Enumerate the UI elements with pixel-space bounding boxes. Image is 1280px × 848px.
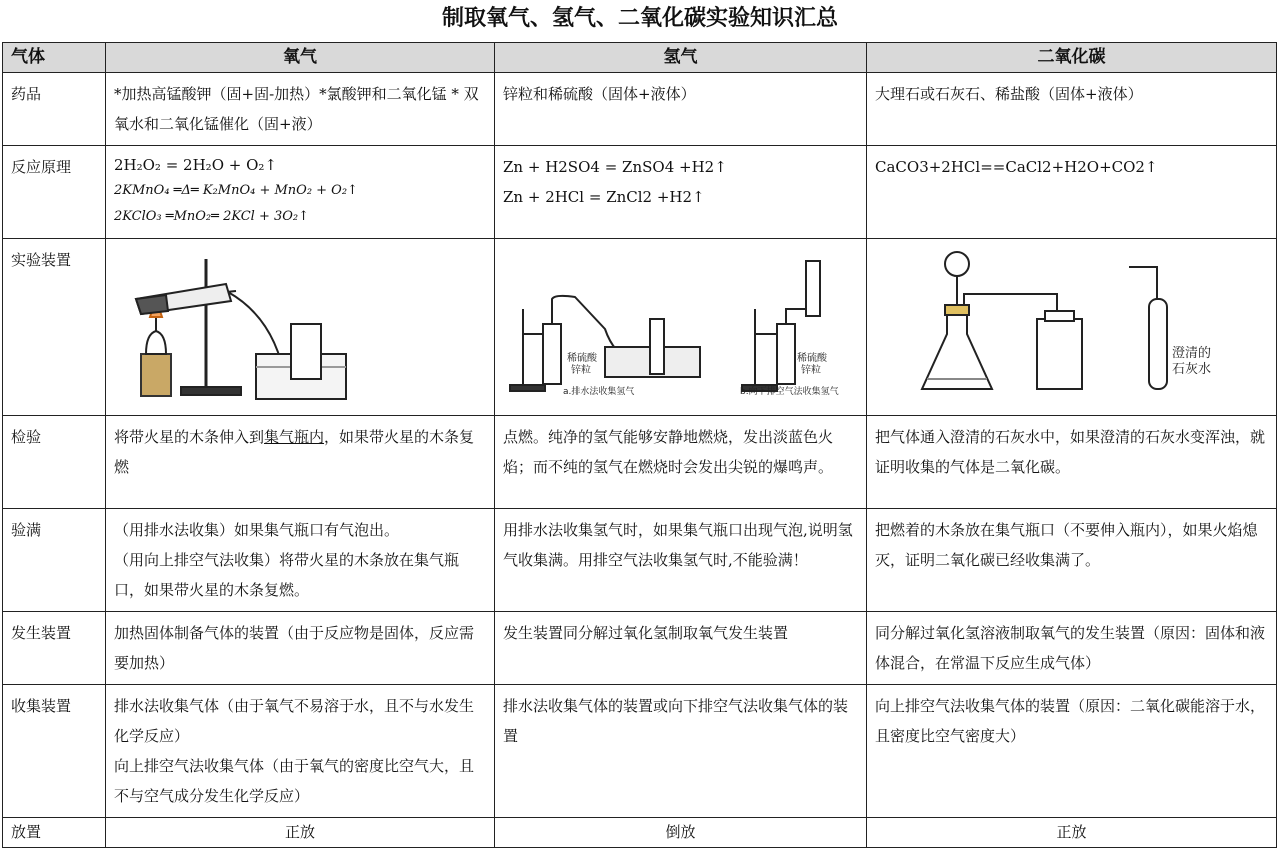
- h2-placement: 倒放: [495, 818, 867, 848]
- co2-equation-1: CaCO3+2HCl==CaCl2+H2O+CO2↑: [875, 158, 1158, 176]
- co2-reagents: 大理石或石灰石、稀盐酸（固体+液体）: [867, 73, 1277, 146]
- o2-collector-line-1: 排水法收集气体（由于氧气不易溶于水，且不与水发生化学反应）: [114, 697, 475, 745]
- o2-full-line-1: （用排水法收集）如果集气瓶口有气泡出。: [114, 521, 400, 539]
- co2-full: 把燃着的木条放在集气瓶口（不要伸入瓶内），如果火焰熄灭，证明二氧化碳已经收集满了。: [867, 509, 1277, 612]
- h2-equation-2: Zn + 2HCl = ZnCl2 +H2↑: [503, 188, 705, 206]
- co2-generator: 同分解过氧化氢溶液制取氧气的发生装置（原因：固体和液体混合，在常温下反应生成气体）: [867, 612, 1277, 685]
- header-hydrogen: 氢气: [495, 43, 867, 73]
- h2-tag-acid-b: 稀硫酸: [797, 353, 827, 364]
- h2-test: 点燃。纯净的氢气能够安静地燃烧，发出淡蓝色火焰；而不纯的氢气在燃烧时会发出尖锐的爆鸣声。: [495, 416, 867, 509]
- h2-tag-zinc-b: 锌粒: [801, 365, 821, 376]
- h2-tag-zinc-a: 锌粒: [571, 365, 591, 376]
- o2-placement: 正放: [106, 818, 495, 848]
- o2-full-line-2: （用向上排空气法收集）将带火星的木条放在集气瓶口，如果带火星的木条复燃。: [114, 551, 460, 599]
- co2-collector: 向上排空气法收集气体的装置（原因：二氧化碳能溶于水，且密度比空气密度大）: [867, 685, 1277, 818]
- row-apparatus: [3, 239, 1277, 416]
- o2-full: [106, 509, 495, 612]
- label-test: 检验: [3, 416, 106, 509]
- co2-apparatus: [867, 239, 1277, 416]
- h2-full: 用排水法收集氢气时，如果集气瓶口出现气泡,说明氢气收集满。用排空气法收集氢气时,不能验满！: [495, 509, 867, 612]
- o2-collector: [106, 685, 495, 818]
- header-oxygen: 氧气: [106, 43, 495, 73]
- o2-test: [106, 416, 495, 509]
- row-generator: [3, 612, 1277, 685]
- h2-apparatus-diagram: [495, 239, 865, 405]
- header-row: [3, 43, 1277, 73]
- co2-tag-clear: 澄清的: [1172, 346, 1212, 361]
- o2-test-underlined: 集气瓶内: [264, 428, 325, 446]
- label-apparatus: 实验装置: [3, 239, 106, 416]
- label-placement: 放置: [3, 818, 106, 848]
- row-principle: [3, 146, 1277, 239]
- co2-apparatus-diagram: [867, 239, 1275, 405]
- o2-equation-3: 2KClO₃ ═MnO₂═ 2KCl + 3O₂↑: [114, 209, 310, 224]
- label-generator: 发生装置: [3, 612, 106, 685]
- h2-equation-1: Zn + H2SO4 = ZnSO4 +H2↑: [503, 158, 727, 176]
- h2-generator: 发生装置同分解过氧化氢制取氧气发生装置: [495, 612, 867, 685]
- o2-equation-2: 2KMnO₄ ═Δ═ K₂MnO₄ + MnO₂ + O₂↑: [114, 183, 358, 198]
- page-title: 制取氧气、氢气、二氧化碳实验知识汇总: [441, 6, 838, 31]
- h2-reagents: 锌粒和稀硫酸（固体+液体）: [495, 73, 867, 146]
- o2-generator: 加热固体制备气体的装置（由于反应物是固体，反应需要加热）: [106, 612, 495, 685]
- co2-principle: [867, 146, 1277, 239]
- o2-equation-1: 2H₂O₂ = 2H₂O + O₂↑: [114, 156, 277, 174]
- o2-apparatus: [106, 239, 495, 416]
- summary-table: [2, 42, 1277, 848]
- row-reagents: [3, 73, 1277, 146]
- row-collector: [3, 685, 1277, 818]
- label-principle: 反应原理: [3, 146, 106, 239]
- o2-test-post: ，如果带火星的木条复燃: [114, 428, 475, 476]
- o2-test-pre: 将带火星的木条伸入到: [114, 428, 265, 446]
- o2-principle: [106, 146, 495, 239]
- o2-reagents: *加热高锰酸钾（固+固-加热）*氯酸钾和二氧化锰 * 双氧水和二氧化锰催化（固+液）: [106, 73, 495, 146]
- row-test: [3, 416, 1277, 509]
- co2-test: 把气体通入澄清的石灰水中，如果澄清的石灰水变浑浊，就证明收集的气体是二氧化碳。: [867, 416, 1277, 509]
- label-reagents: 药品: [3, 73, 106, 146]
- row-placement: [3, 818, 1277, 848]
- h2-principle: [495, 146, 867, 239]
- label-collector: 收集装置: [3, 685, 106, 818]
- o2-apparatus-diagram: [106, 239, 494, 405]
- h2-tag-acid-a: 稀硫酸: [567, 353, 597, 364]
- h2-collector: 排水法收集气体的装置或向下排空气法收集气体的装置: [495, 685, 867, 818]
- header-gas: 气体: [3, 43, 106, 73]
- label-full: 验满: [3, 509, 106, 612]
- row-full: [3, 509, 1277, 612]
- h2-caption-a: a.排水法收集氢气: [563, 387, 635, 397]
- co2-tag-limewater: 石灰水: [1172, 362, 1212, 377]
- co2-placement: 正放: [867, 818, 1277, 848]
- h2-caption-b: b.向下排空气法收集氢气: [740, 387, 839, 397]
- header-co2: 二氧化碳: [867, 43, 1277, 73]
- h2-apparatus: [495, 239, 867, 416]
- o2-collector-line-2: 向上排空气法收集气体（由于氧气的密度比空气大，且不与空气成分发生化学反应）: [114, 757, 475, 805]
